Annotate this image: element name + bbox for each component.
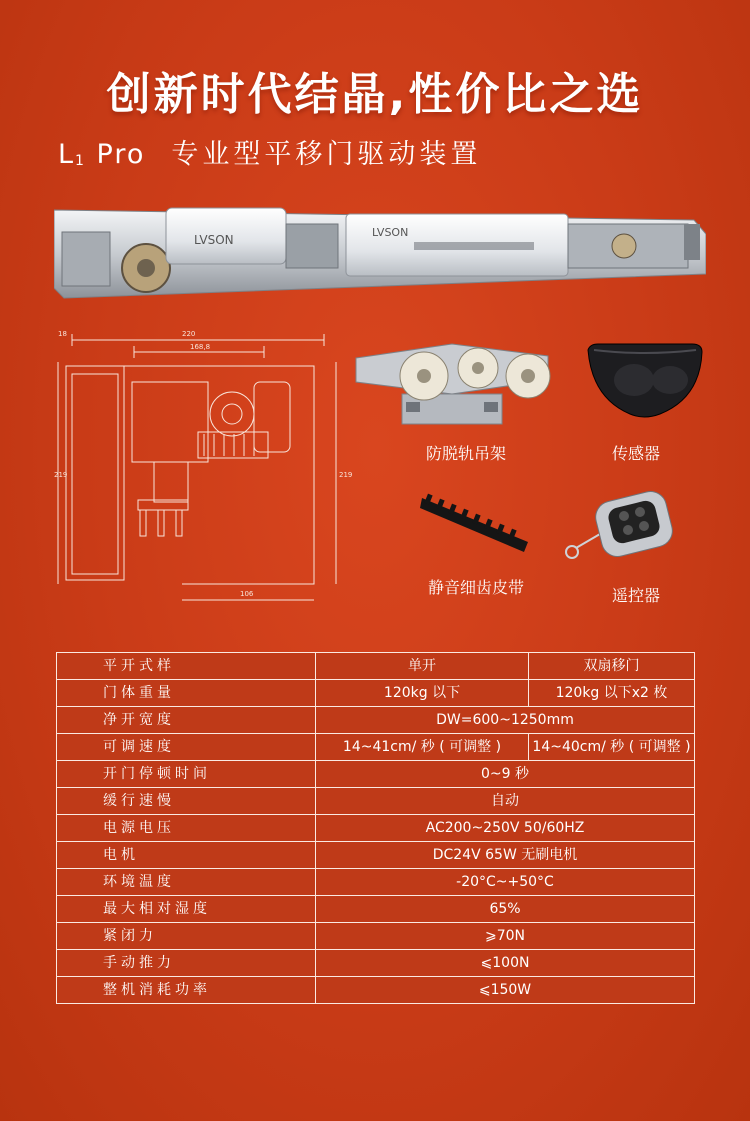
table-row xyxy=(57,896,695,923)
dimension-219-right: 219 xyxy=(339,471,353,479)
row-label: 环境温度 xyxy=(57,869,316,896)
table-row xyxy=(57,923,695,950)
row-value: AC200~250V 50/60HZ xyxy=(316,815,695,842)
row-value: 14~40cm/ 秒 ( 可调整 ) xyxy=(529,734,695,761)
row-label: 整机消耗功率 xyxy=(57,977,316,1004)
row-value: 14~41cm/ 秒 ( 可调整 ) xyxy=(316,734,529,761)
headline: 创新时代结晶,性价比之选 xyxy=(106,69,644,120)
sensor-label: 传感器 xyxy=(612,444,661,463)
brand-logo-left: LVSON xyxy=(194,233,234,247)
remote-label: 遥控器 xyxy=(612,586,661,605)
table-row xyxy=(57,761,695,788)
door-operator-image xyxy=(54,200,706,304)
spec-table xyxy=(56,652,695,1004)
row-label: 缓行速慢 xyxy=(57,788,316,815)
row-value: DC24V 65W 无刷电机 xyxy=(316,842,695,869)
model-name: $L_1$ Pro xyxy=(58,139,146,170)
subtitle xyxy=(58,132,481,171)
row-label: 最大相对湿度 xyxy=(57,896,316,923)
belt-label: 静音细齿皮带 xyxy=(428,578,525,597)
table-row xyxy=(57,734,695,761)
technical-drawing xyxy=(54,322,354,612)
hanger-image xyxy=(352,336,554,436)
row-label: 手动推力 xyxy=(57,950,316,977)
table-row xyxy=(57,707,695,734)
table-row xyxy=(57,842,695,869)
row-label: 电机 xyxy=(57,842,316,869)
row-value: 自动 xyxy=(316,788,695,815)
row-value: 120kg 以下x2 枚 xyxy=(529,680,695,707)
belt-image xyxy=(420,490,530,560)
hanger-label: 防脱轨吊架 xyxy=(426,444,507,463)
row-value: ⩾70N xyxy=(316,923,695,950)
row-value: 双扇移门 xyxy=(529,653,695,680)
table-row xyxy=(57,977,695,1004)
row-value: 0~9 秒 xyxy=(316,761,695,788)
row-value: DW=600~1250mm xyxy=(316,707,695,734)
brand-logo-right: LVSON xyxy=(372,226,409,239)
row-value: ⩽100N xyxy=(316,950,695,977)
dimension-168: 168,8 xyxy=(190,343,211,351)
remote-image xyxy=(560,490,680,570)
row-label: 平开式样 xyxy=(57,653,316,680)
sensor-image xyxy=(584,340,706,420)
table-row xyxy=(57,869,695,896)
row-label: 门体重量 xyxy=(57,680,316,707)
product-type: 专业型平移门驱动装置 xyxy=(171,139,482,170)
row-label: 电源电压 xyxy=(57,815,316,842)
table-row xyxy=(57,950,695,977)
table-row xyxy=(57,680,695,707)
dimension-18: 18 xyxy=(58,330,67,338)
dimension-106: 106 xyxy=(240,590,254,598)
row-label: 开门停顿时间 xyxy=(57,761,316,788)
row-label: 可调速度 xyxy=(57,734,316,761)
row-label: 净开宽度 xyxy=(57,707,316,734)
table-row xyxy=(57,653,695,680)
row-value: 120kg 以下 xyxy=(316,680,529,707)
row-value: 单开 xyxy=(316,653,529,680)
row-value: 65% xyxy=(316,896,695,923)
row-value: ⩽150W xyxy=(316,977,695,1004)
dimension-219-left: 219 xyxy=(54,471,68,479)
row-value: -20°C~+50°C xyxy=(316,869,695,896)
table-row xyxy=(57,815,695,842)
row-label: 紧闭力 xyxy=(57,923,316,950)
table-row xyxy=(57,788,695,815)
dimension-220: 220 xyxy=(182,330,196,338)
